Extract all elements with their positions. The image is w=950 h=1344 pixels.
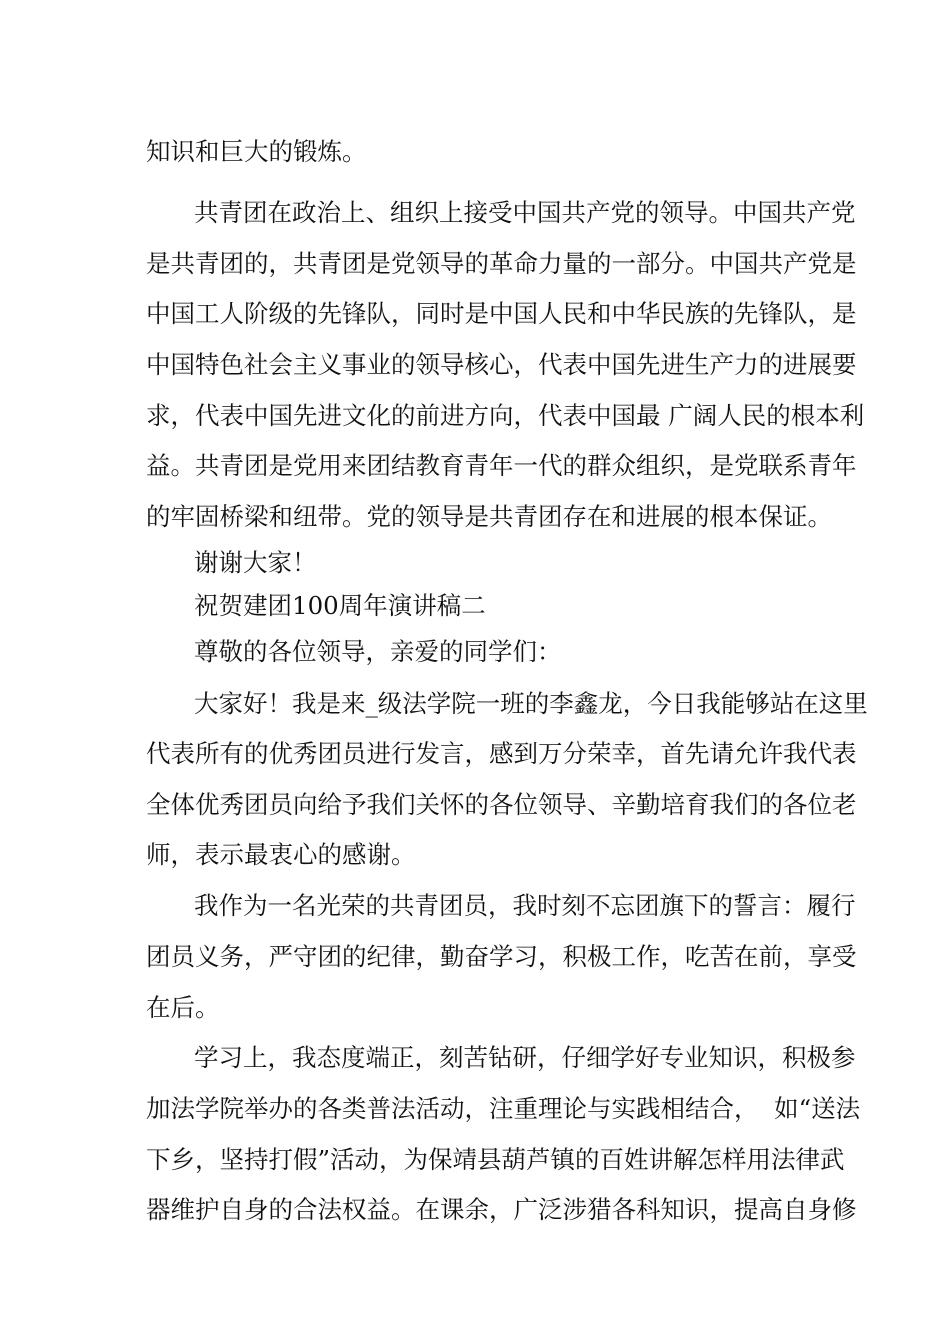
text-line: 加法学院举办的各类普法活动，注重理论与实践相结合， 如“送法 [146, 1094, 861, 1123]
text-line: 知识和巨大的锻炼。 [146, 137, 367, 166]
text-line: 中国工人阶级的先锋队，同时是中国人民和中华民族的先锋队，是 [146, 299, 857, 328]
paragraph-first-line: 我作为一名光荣的共青团员，我时刻不忘团旗下的誓言：履行 [194, 891, 856, 920]
text-line: 益。共青团是党用来团结教育青年一代的群众组织，是党联系青年 [146, 451, 857, 480]
paragraph-first-line: 共青团在政治上、组织上接受中国共产党的领导。中国共产党 [194, 198, 856, 227]
salutation: 尊敬的各位领导，亲爱的同学们： [194, 637, 562, 666]
text-line: 团员义务，严守团的纪律，勤奋学习，积极工作，吃苦在前，享受 [146, 942, 857, 971]
text-line: 的牢固桥梁和纽带。党的领导是共青团存在和进展的根本保证。 [146, 502, 832, 531]
text-line: 代表所有的优秀团员进行发言，感到万分荣幸，首先请允许我代表 [146, 739, 857, 768]
text-line: 师，表示最衷心的感谢。 [146, 840, 416, 869]
text-line: 中国特色社会主义事业的领导核心，代表中国先进生产力的进展要 [146, 350, 857, 379]
paragraph-first-line: 大家好！我是来_级法学院一班的李鑫龙，今日我能够站在这里 [194, 689, 868, 718]
text-line: 在后。 [146, 993, 220, 1022]
paragraph-first-line: 学习上，我态度端正，刻苦钻研，仔细学好专业知识，积极参 [194, 1043, 856, 1072]
text-line: 下乡，坚持打假”活动，为保靖县葫芦镇的百姓讲解怎样用法律武 [146, 1145, 845, 1174]
text-line: 是共青团的，共青团是党领导的革命力量的一部分。中国共产党是 [146, 249, 857, 278]
text-line: 求，代表中国先进文化的前进方向，代表中国最 广阔人民的根本利 [146, 401, 865, 430]
text-line: 全体优秀团员向给予我们关怀的各位领导、辛勤培育我们的各位老 [146, 790, 857, 819]
text-line: 器维护自身的合法权益。在课余，广泛涉猎各科知识，提高自身修 [146, 1195, 857, 1224]
closing-line: 谢谢大家！ [194, 548, 317, 577]
section-title: 祝贺建团100周年演讲稿二 [194, 591, 486, 620]
